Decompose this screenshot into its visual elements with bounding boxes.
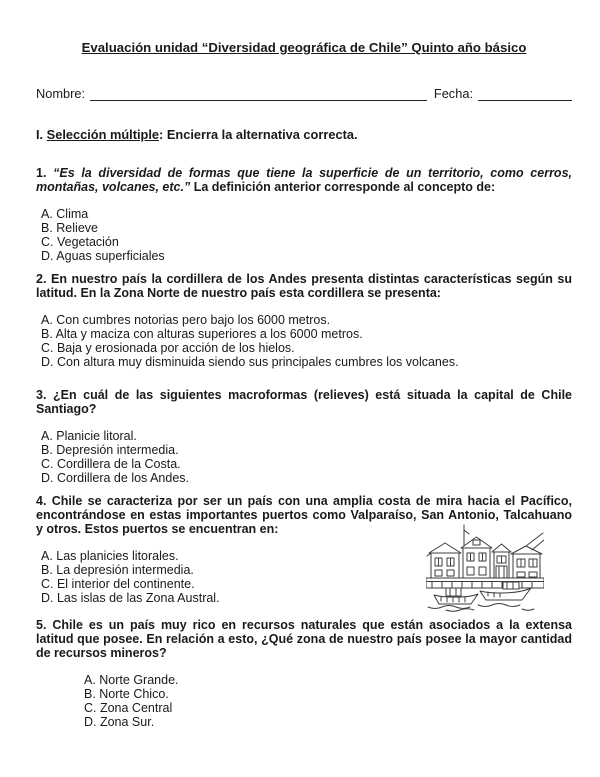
name-date-row bbox=[36, 86, 572, 101]
date-input-line[interactable] bbox=[478, 87, 572, 101]
question-2-text: 2. En nuestro país la cordillera de los Andes presenta distintas características según su latitud. En la Zona Norte de nuestro país esta cordillera se presenta: bbox=[36, 272, 572, 300]
question-3-option-c[interactable]: C. Cordillera de la Costa. bbox=[41, 457, 181, 471]
question-2-option-d[interactable]: D. Con altura muy disminuida siendo sus principales cumbres los volcanes. bbox=[41, 355, 459, 369]
section-title: Selección múltiple bbox=[46, 127, 160, 142]
name-label: Nombre: bbox=[36, 86, 86, 101]
question-3-option-b[interactable]: B. Depresión intermedia. bbox=[41, 443, 179, 457]
question-5-options bbox=[36, 673, 572, 729]
question-5-option-a[interactable]: A. Norte Grande. bbox=[84, 673, 179, 687]
question-4-option-b[interactable]: B. La depresión intermedia. bbox=[41, 563, 194, 577]
question-4 bbox=[36, 494, 572, 605]
question-5-option-c[interactable]: C. Zona Central bbox=[84, 701, 173, 715]
question-2-option-b[interactable]: B. Alta y maciza con alturas superiores a los 6000 metros. bbox=[41, 327, 363, 341]
question-3-option-a[interactable]: A. Planicie litoral. bbox=[41, 429, 137, 443]
question-1-option-c[interactable]: C. Vegetación bbox=[41, 235, 119, 249]
question-1-option-b[interactable]: B. Relieve bbox=[41, 221, 98, 235]
question-5-option-d[interactable]: D. Zona Sur. bbox=[84, 715, 155, 729]
question-2-option-c[interactable]: C. Baja y erosionada por acción de los hielos. bbox=[41, 341, 295, 355]
date-label: Fecha: bbox=[433, 86, 473, 101]
question-1-option-d[interactable]: D. Aguas superficiales bbox=[41, 249, 165, 263]
page-title: Evaluación unidad “Diversidad geográfica de Chile” Quinto año básico bbox=[81, 40, 527, 55]
question-1-quote: “Es la diversidad de formas que tiene la superficie de un territorio, como cerros, montañas, volcanes, etc.” bbox=[36, 166, 572, 194]
question-4-text: 4. Chile se caracteriza por ser un país con una amplia costa de mira hacia el Pacífico, encontrándose en estas importantes puertos como Valparaíso, San Antonio, Talcahuano y otros. Estos puertos se encuentran en: bbox=[36, 494, 572, 536]
question-2 bbox=[36, 272, 572, 369]
section-heading: I. Selección múltiple: Encierra la alternativa correcta. bbox=[36, 127, 358, 142]
question-4-option-c[interactable]: C. El interior del continente. bbox=[41, 577, 195, 591]
question-1-options bbox=[36, 207, 572, 263]
question-2-option-a[interactable]: A. Con cumbres notorias pero bajo los 6000 metros. bbox=[41, 313, 331, 327]
question-5-text: 5. Chile es un país muy rico en recursos naturales que están asociados a la extensa latitud que posee. En relación a esto, ¿Qué zona de nuestro país posee la mayor cantidad de recursos mineros? bbox=[36, 618, 573, 660]
question-1 bbox=[36, 166, 572, 263]
question-1-text: 1. “Es la diversidad de formas que tiene la superficie de un territorio, como cerros, montañas, volcanes, etc.” La definición anterior corresponde al concepto de: bbox=[36, 166, 572, 194]
question-3-option-d[interactable]: D. Cordillera de los Andes. bbox=[41, 471, 189, 485]
question-2-options bbox=[36, 313, 572, 369]
question-3-options bbox=[36, 429, 572, 485]
question-5 bbox=[36, 618, 572, 729]
question-1-option-a[interactable]: A. Clima bbox=[41, 207, 89, 221]
name-input-line[interactable] bbox=[90, 87, 427, 101]
question-4-option-a[interactable]: A. Las planicies litorales. bbox=[41, 549, 179, 563]
question-3-text: 3. ¿En cuál de las siguientes macroformas (relieves) está situada la capital de Chile Santiago? bbox=[36, 388, 572, 416]
question-3 bbox=[36, 388, 572, 485]
harbor-illustration bbox=[426, 522, 544, 612]
question-5-option-b[interactable]: B. Norte Chico. bbox=[84, 687, 169, 701]
question-4-option-d[interactable]: D. Las islas de las Zona Austral. bbox=[41, 591, 220, 605]
